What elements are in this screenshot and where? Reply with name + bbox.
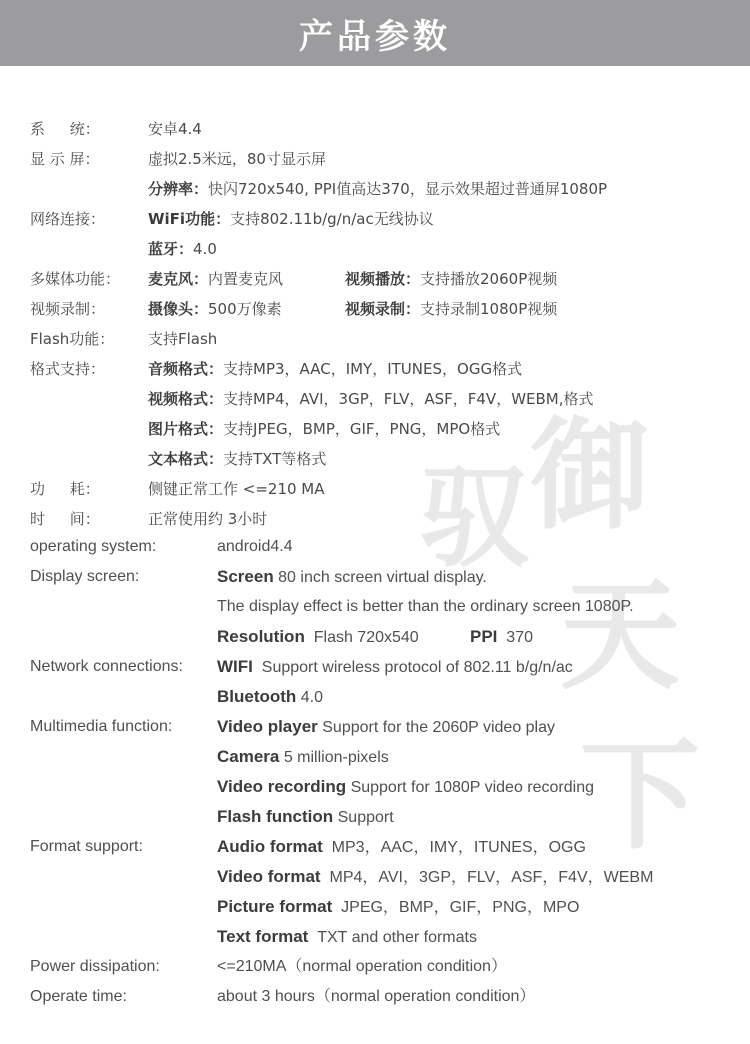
spec-value: Support for 1080P video recording bbox=[350, 779, 594, 796]
spec-label: 格式支持： bbox=[30, 360, 106, 378]
spec-key: 摄像头： bbox=[148, 300, 209, 318]
spec-value: 支持802.11b/g/n/ac无线协议 bbox=[230, 210, 434, 228]
spec-value: 侧键正常工作 <=210 MA bbox=[148, 480, 325, 498]
spec-key: 视频格式： bbox=[148, 390, 224, 408]
spec-row-en-audio-format bbox=[0, 832, 750, 862]
spec-row-multimedia bbox=[0, 264, 750, 294]
spec-value: 370 bbox=[506, 629, 533, 646]
spec-value: MP3，AAC，IMY，ITUNES，OGG bbox=[331, 839, 586, 856]
spec-row-format-video bbox=[0, 384, 750, 414]
spec-key: Resolution bbox=[217, 627, 305, 646]
spec-label: 功 耗： bbox=[30, 480, 100, 498]
spec-value: 支持MP4，AVI，3GP，FLV，ASF，F4V，WEBM,格式 bbox=[223, 390, 594, 408]
spec-value: The display effect is better than the ordinary screen 1080P. bbox=[217, 598, 634, 615]
spec-row-en-bluetooth bbox=[0, 682, 750, 712]
spec-key: Video format bbox=[217, 867, 321, 886]
spec-label: operating system: bbox=[30, 538, 157, 555]
spec-value: JPEG，BMP，GIF，PNG，MPO bbox=[341, 899, 580, 916]
spec-key: WiFi功能： bbox=[148, 210, 231, 228]
spec-value: Support for the 2060P video play bbox=[322, 719, 556, 736]
spec-row-bluetooth bbox=[0, 234, 750, 264]
spec-value: Support bbox=[337, 809, 394, 826]
spec-key: PPI bbox=[470, 627, 498, 646]
spec-value: 5 million-pixels bbox=[283, 749, 389, 766]
spec-row-video-recording bbox=[0, 294, 750, 324]
spec-key: 图片格式： bbox=[148, 420, 224, 438]
spec-row-flash bbox=[0, 324, 750, 354]
spec-key: Screen bbox=[217, 567, 274, 586]
spec-row-resolution bbox=[0, 174, 750, 204]
spec-row-en-time bbox=[0, 982, 750, 1012]
spec-value: 支持TXT等格式 bbox=[223, 450, 327, 468]
spec-value: 快闪720x540, PPI值高达370，显示效果超过普通屏1080P bbox=[208, 180, 608, 198]
spec-row-power bbox=[0, 474, 750, 504]
spec-key: Video player bbox=[217, 717, 318, 736]
watermark-glyph: 天 bbox=[560, 565, 680, 706]
spec-row-en-network bbox=[0, 652, 750, 682]
spec-value: Flash 720x540 bbox=[313, 629, 419, 646]
spec-row-time bbox=[0, 504, 750, 534]
spec-key: Text format bbox=[217, 927, 309, 946]
spec-label: 网络连接： bbox=[30, 210, 106, 228]
spec-value: 500万像素 bbox=[208, 300, 282, 318]
spec-row-en-text-format bbox=[0, 922, 750, 952]
spec-row-format-image bbox=[0, 414, 750, 444]
spec-key: Flash function bbox=[217, 807, 334, 826]
spec-key: 视频播放： bbox=[345, 270, 421, 288]
watermark-glyph: 御 bbox=[530, 405, 650, 546]
spec-value: 支持MP3，AAC，IMY，ITUNES，OGG格式 bbox=[223, 360, 523, 378]
spec-row-en-flash bbox=[0, 802, 750, 832]
spec-key: 蓝牙： bbox=[148, 240, 194, 258]
spec-row-format-audio bbox=[0, 354, 750, 384]
watermark-glyph: 下 bbox=[580, 725, 700, 866]
spec-key: 视频录制： bbox=[345, 300, 421, 318]
spec-key: 音频格式： bbox=[148, 360, 224, 378]
spec-row-en-resolution bbox=[0, 622, 750, 652]
spec-key: 文本格式： bbox=[148, 450, 224, 468]
spec-label: 多媒体功能： bbox=[30, 270, 121, 288]
spec-value: 支持JPEG，BMP，GIF，PNG，MPO格式 bbox=[223, 420, 501, 438]
spec-row-display bbox=[0, 144, 750, 174]
spec-label: 时 间： bbox=[30, 510, 100, 528]
spec-row-en-camera bbox=[0, 742, 750, 772]
spec-label: Format support: bbox=[30, 838, 143, 855]
spec-value: 支持Flash bbox=[148, 330, 218, 348]
spec-label: 视频录制： bbox=[30, 300, 106, 318]
spec-key: Picture format bbox=[217, 897, 333, 916]
spec-value: <=210MA（normal operation condition） bbox=[217, 958, 507, 975]
spec-value: 内置麦克风 bbox=[208, 270, 284, 288]
spec-label: Power dissipation: bbox=[30, 958, 160, 975]
spec-row-en-picture-format bbox=[0, 892, 750, 922]
spec-row-en-power bbox=[0, 952, 750, 982]
spec-value: android4.4 bbox=[217, 538, 293, 555]
spec-row-system bbox=[0, 114, 750, 144]
spec-key: 分辨率： bbox=[148, 180, 209, 198]
spec-key: Camera bbox=[217, 747, 280, 766]
spec-label: Network connections: bbox=[30, 658, 183, 675]
spec-row-en-video-format bbox=[0, 862, 750, 892]
spec-key: Bluetooth bbox=[217, 687, 297, 706]
spec-key: Video recording bbox=[217, 777, 347, 796]
spec-value: TXT and other formats bbox=[317, 929, 477, 946]
watermark-glyph: 驭 bbox=[420, 453, 530, 582]
spec-row-en-os bbox=[0, 532, 750, 562]
spec-key: 麦克风： bbox=[148, 270, 209, 288]
spec-value: 4.0 bbox=[193, 240, 217, 258]
spec-key: Audio format bbox=[217, 837, 323, 856]
spec-label: Operate time: bbox=[30, 988, 127, 1005]
spec-value: about 3 hours（normal operation condition） bbox=[217, 988, 536, 1005]
spec-value: 正常使用约 3小时 bbox=[148, 510, 268, 528]
spec-value: 80 inch screen virtual display. bbox=[278, 569, 487, 586]
page-title: 产品参数 bbox=[299, 16, 451, 57]
spec-row-en-display bbox=[0, 562, 750, 592]
spec-row-network bbox=[0, 204, 750, 234]
spec-row-en-multimedia bbox=[0, 712, 750, 742]
spec-label: 显 示 屏： bbox=[30, 150, 100, 168]
spec-row-format-text bbox=[0, 444, 750, 474]
spec-value: 支持播放2060P视频 bbox=[420, 270, 558, 288]
spec-key: WIFI bbox=[217, 657, 253, 676]
spec-value: 支持录制1080P视频 bbox=[420, 300, 558, 318]
spec-label: Flash功能： bbox=[30, 330, 115, 348]
spec-label: Display screen: bbox=[30, 568, 140, 585]
spec-value: Support wireless protocol of 802.11 b/g/n/ac bbox=[261, 659, 573, 676]
spec-value: 4.0 bbox=[300, 689, 324, 706]
spec-row-en-display-effect bbox=[0, 592, 750, 622]
spec-label: 系 统： bbox=[30, 120, 100, 138]
spec-row-en-video-recording bbox=[0, 772, 750, 802]
title-banner bbox=[0, 0, 750, 66]
spec-value: 虚拟2.5米远，80寸显示屏 bbox=[148, 150, 326, 168]
spec-value: MP4，AVI，3GP，FLV，ASF，F4V，WEBM bbox=[329, 869, 654, 886]
spec-value: 安卓4.4 bbox=[148, 120, 202, 138]
spec-label: Multimedia function: bbox=[30, 718, 173, 735]
